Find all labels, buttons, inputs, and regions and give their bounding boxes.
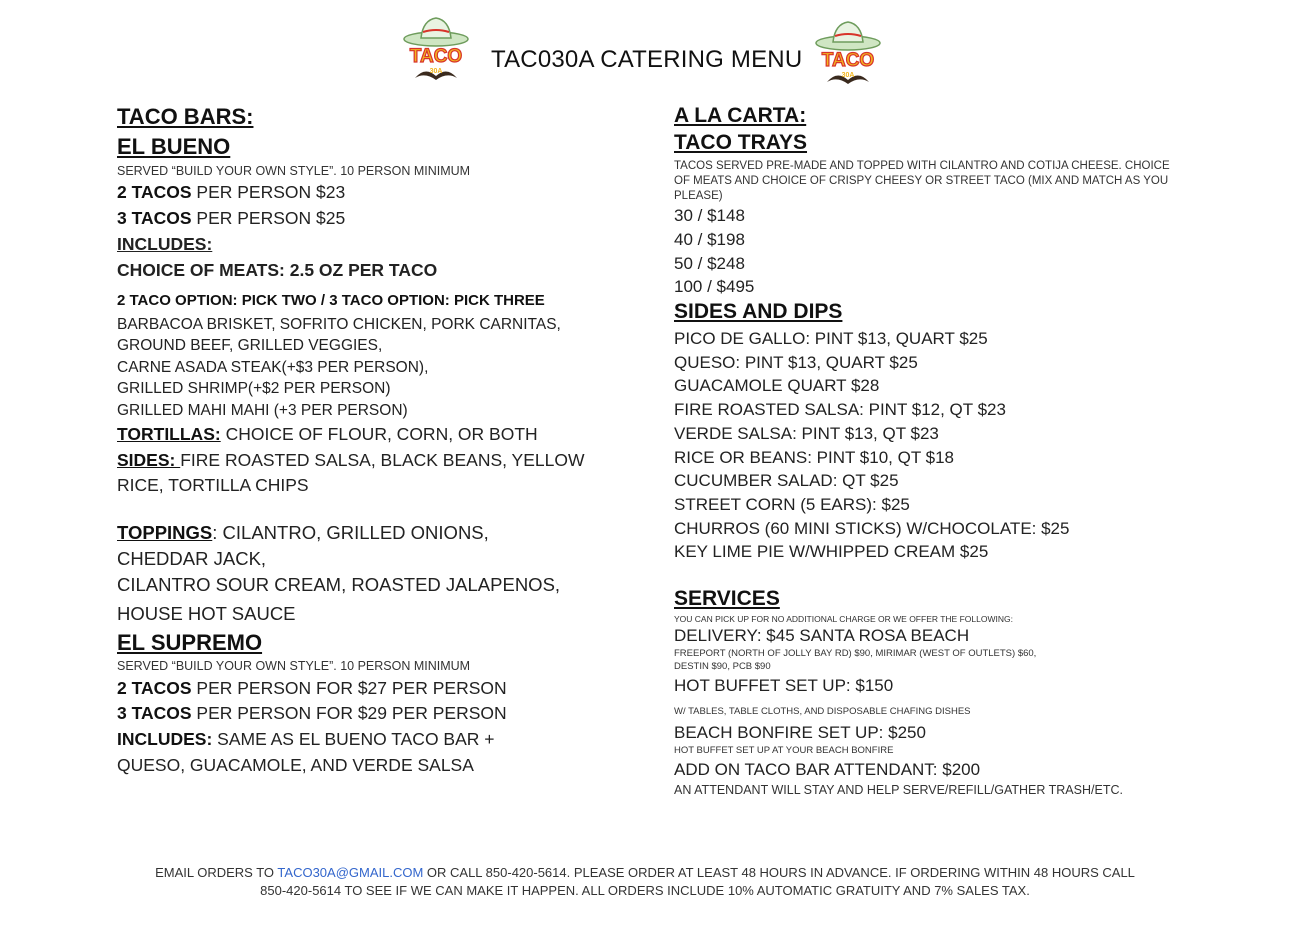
three-tacos-price: PER PERSON $25 xyxy=(191,208,346,228)
sides-item: FIRE ROASTED SALSA: PINT $12, QT $23 xyxy=(674,400,1006,419)
delivery-line: DELIVERY: $45 SANTA ROSA BEACH xyxy=(674,626,970,645)
sides-item: CHURROS (60 MINI STICKS) W/CHOCOLATE: $25 xyxy=(674,519,1070,538)
el-supremo-two-tacos xyxy=(117,678,507,699)
tray-item: 50 / $248 xyxy=(674,254,745,273)
meats-line-1: BARBACOA BRISKET, SOFRITO CHICKEN, PORK CARNITAS, xyxy=(117,316,561,333)
section-heading-taco-bars: TACO BARS: xyxy=(117,104,254,129)
sup-includes-label: INCLUDES: xyxy=(117,729,213,749)
tortillas-line xyxy=(117,424,538,445)
choice-of-meats: CHOICE OF MEATS: 2.5 OZ PER TACO xyxy=(117,260,438,280)
tortillas-text: CHOICE OF FLOUR, CORN, OR BOTH xyxy=(220,424,538,444)
header xyxy=(0,8,1290,90)
el-supremo-three-tacos xyxy=(117,703,507,724)
footer xyxy=(140,864,1150,899)
taco-logo-icon xyxy=(813,16,883,90)
tray-item: 40 / $198 xyxy=(674,230,745,249)
two-tacos-label: 2 TACOS xyxy=(117,182,192,202)
attendant-line: ADD ON TACO BAR ATTENDANT: $200 xyxy=(674,760,981,779)
toppings-text-3: CILANTRO SOUR CREAM, ROASTED JALAPENOS, xyxy=(117,574,561,595)
taco-option-note: 2 TACO OPTION: PICK TWO / 3 TACO OPTION: PICK THREE xyxy=(117,292,545,309)
el-supremo-served-note: SERVED “BUILD YOUR OWN STYLE”. 10 PERSON MINIMUM xyxy=(117,659,471,673)
footer-line-1 xyxy=(140,864,1150,882)
section-heading-el-bueno: EL BUENO xyxy=(117,134,231,159)
hot-buffet-note: W/ TABLES, TABLE CLOTHS, AND DISPOSABLE CHAFING DISHES xyxy=(674,706,971,717)
section-heading-el-supremo: EL SUPREMO xyxy=(117,630,263,655)
sides-item: CUCUMBER SALAD: QT $25 xyxy=(674,471,899,490)
delivery-note-2: DESTIN $90, PCB $90 xyxy=(674,661,771,672)
attendant-note: AN ATTENDANT WILL STAY AND HELP SERVE/REFILL/GATHER TRASH/ETC. xyxy=(674,783,1123,797)
section-heading-a-la-carta: A LA CARTA: xyxy=(674,104,807,127)
services-note: YOU CAN PICK UP FOR NO ADDITIONAL CHARGE OR WE OFFER THE FOLLOWING: xyxy=(674,614,1013,624)
tray-item: 30 / $148 xyxy=(674,206,745,225)
sides-text-2: RICE, TORTILLA CHIPS xyxy=(117,475,309,495)
sup-three-tacos-label: 3 TACOS xyxy=(117,703,192,723)
section-heading-services: SERVICES xyxy=(674,587,780,610)
page-title: TAC030A CATERING MENU xyxy=(491,46,803,73)
meats-line-3: CARNE ASADA STEAK(+$3 PER PERSON), xyxy=(117,359,429,376)
meats-line-2: GROUND BEEF, GRILLED VEGGIES, xyxy=(117,337,383,354)
footer-line-1-rest: OR CALL 850-420-5614. PLEASE ORDER AT LEAST 48 HOURS IN ADVANCE. IF ORDERING WITHIN 48 HOURS CALL xyxy=(423,865,1135,880)
el-supremo-includes xyxy=(117,729,494,750)
sides-text-1: FIRE ROASTED SALSA, BLACK BEANS, YELLOW xyxy=(180,450,585,470)
email-link[interactable]: TACO30A@GMAIL.COM xyxy=(277,865,424,880)
sup-two-tacos-label: 2 TACOS xyxy=(117,678,192,698)
sides-label: SIDES: xyxy=(117,450,181,470)
toppings-line xyxy=(117,522,489,544)
svg-text:TACO: TACO xyxy=(821,50,875,71)
toppings-label: TOPPINGS xyxy=(117,522,213,543)
delivery-note-1: FREEPORT (NORTH OF JOLLY BAY RD) $90, MIRIMAR (WEST OF OUTLETS) $60, xyxy=(674,648,1037,659)
el-bueno-three-tacos xyxy=(117,208,345,229)
meats-line-4: GRILLED SHRIMP(+$2 PER PERSON) xyxy=(117,380,391,397)
hot-buffet-line: HOT BUFFET SET UP: $150 xyxy=(674,676,894,695)
two-tacos-price: PER PERSON $23 xyxy=(191,182,346,202)
sup-three-tacos-price: PER PERSON FOR $29 PER PERSON xyxy=(191,703,507,723)
el-bueno-two-tacos xyxy=(117,182,345,203)
sides-item: PICO DE GALLO: PINT $13, QUART $25 xyxy=(674,329,988,348)
toppings-text-1: : CILANTRO, GRILLED ONIONS, xyxy=(212,522,489,543)
sides-item: VERDE SALSA: PINT $13, QT $23 xyxy=(674,424,939,443)
footer-prefix: EMAIL ORDERS TO xyxy=(155,865,278,880)
includes-heading: INCLUDES: xyxy=(117,234,213,254)
toppings-text-2: CHEDDAR JACK, xyxy=(117,548,267,569)
tray-item: 100 / $495 xyxy=(674,277,755,296)
sides-item: QUESO: PINT $13, QUART $25 xyxy=(674,353,918,372)
svg-text:30A: 30A xyxy=(841,72,855,79)
tortillas-label: TORTILLAS: xyxy=(117,424,221,444)
meats-line-5: GRILLED MAHI MAHI (+3 PER PERSON) xyxy=(117,402,408,419)
svg-text:TACO: TACO xyxy=(409,46,463,67)
section-heading-sides-and-dips: SIDES AND DIPS xyxy=(674,300,843,323)
sup-includes-text-1: SAME AS EL BUENO TACO BAR + xyxy=(212,729,495,749)
svg-text:30A: 30A xyxy=(429,68,443,75)
section-heading-taco-trays: TACO TRAYS xyxy=(674,131,808,154)
footer-line-2: 850-420-5614 TO SEE IF WE CAN MAKE IT HAPPEN. ALL ORDERS INCLUDE 10% AUTOMATIC GRATUITY AND 7% SALES TAX. xyxy=(260,882,1030,898)
taco-trays-description: TACOS SERVED PRE-MADE AND TOPPED WITH CILANTRO AND COTIJA CHEESE. CHOICE OF MEATS AND CHOICE OF CRISPY CHEESY OR STREET TACO (MIX AND MATCH AS YOU PLEASE) xyxy=(674,160,1170,202)
sup-two-tacos-price: PER PERSON FOR $27 PER PERSON xyxy=(191,678,507,698)
bonfire-note: HOT BUFFET SET UP AT YOUR BEACH BONFIRE xyxy=(674,745,894,756)
three-tacos-label: 3 TACOS xyxy=(117,208,192,228)
sides-item: KEY LIME PIE W/WHIPPED CREAM $25 xyxy=(674,542,989,561)
sides-line xyxy=(117,450,584,471)
bonfire-line: BEACH BONFIRE SET UP: $250 xyxy=(674,723,926,742)
sup-includes-text-2: QUESO, GUACAMOLE, AND VERDE SALSA xyxy=(117,755,474,775)
toppings-text-4: HOUSE HOT SAUCE xyxy=(117,603,296,624)
el-bueno-served-note: SERVED “BUILD YOUR OWN STYLE”. 10 PERSON MINIMUM xyxy=(117,164,471,178)
taco-logo-icon xyxy=(401,12,471,86)
sides-item: GUACAMOLE QUART $28 xyxy=(674,376,880,395)
sides-item: STREET CORN (5 EARS): $25 xyxy=(674,495,910,514)
sides-item: RICE OR BEANS: PINT $10, QT $18 xyxy=(674,448,954,467)
